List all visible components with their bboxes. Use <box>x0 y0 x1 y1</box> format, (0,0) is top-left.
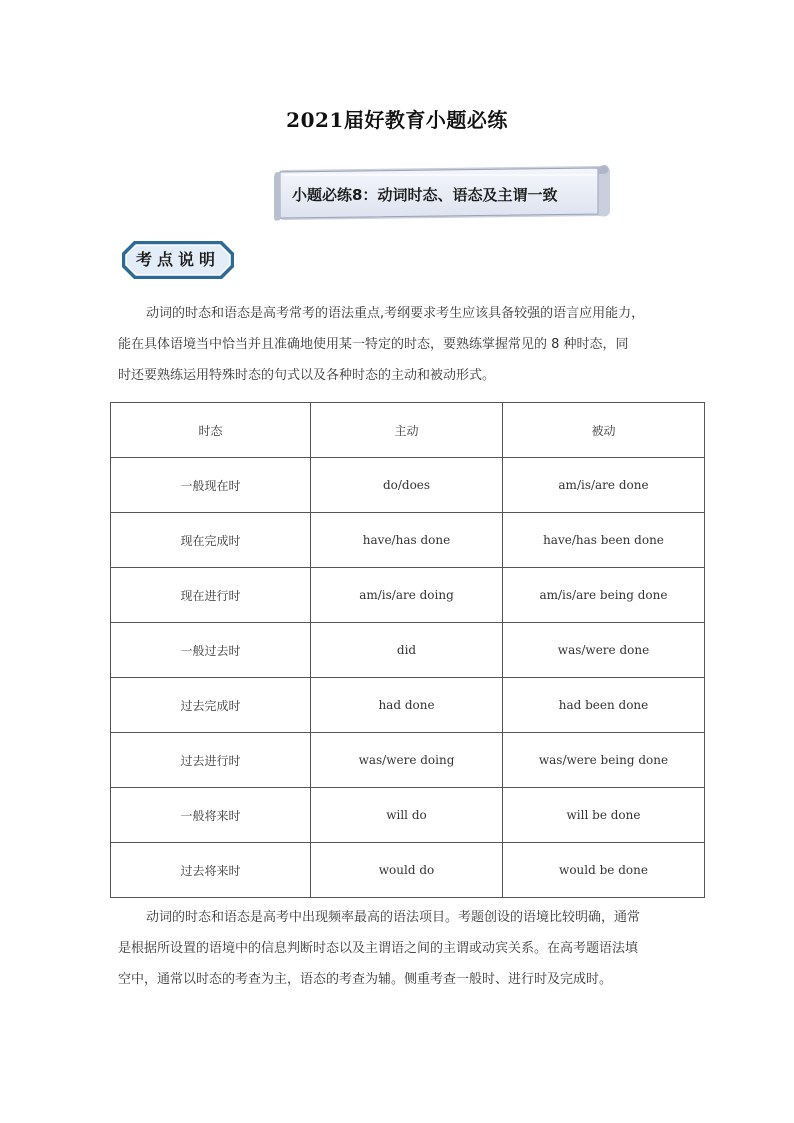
passive-cell: am/is/are being done <box>503 568 705 623</box>
passive-cell: will be done <box>503 788 705 843</box>
tense-cell: 过去完成时 <box>111 678 311 733</box>
intro-line: 能在具体语境当中恰当并且准确地使用某一特定的时态，要熟练掌握常见的 8 种时态，同 <box>118 337 629 352</box>
banner-title: 小题必练8：动词时态、语态及主谓一致 <box>292 186 558 204</box>
passive-cell: was/were done <box>503 623 705 678</box>
table-row <box>111 678 705 733</box>
tense-cell: 现在进行时 <box>111 568 311 623</box>
passive-cell: had been done <box>503 678 705 733</box>
table-header-row <box>111 403 705 458</box>
passive-cell: would be done <box>503 843 705 898</box>
tense-cell: 现在完成时 <box>111 513 311 568</box>
table-row <box>111 513 705 568</box>
active-cell: did <box>311 623 503 678</box>
passive-cell: have/has been done <box>503 513 705 568</box>
active-cell: would do <box>311 843 503 898</box>
passive-cell: am/is/are done <box>503 458 705 513</box>
intro-paragraph <box>118 298 683 391</box>
outro-line: 动词的时态和语态是高考中出现频率最高的语法项目。考题创设的语境比较明确，通常 <box>146 910 641 925</box>
tense-voice-table <box>110 402 705 898</box>
tense-cell: 一般过去时 <box>111 623 311 678</box>
active-cell: had done <box>311 678 503 733</box>
table-row <box>111 788 705 843</box>
section-tag-label: 考点说明 <box>135 250 220 269</box>
table-row <box>111 458 705 513</box>
outro-line: 空中，通常以时态的考查为主，语态的考查为辅。侧重考查一般时、进行时及完成时。 <box>118 972 613 987</box>
document-title: 2021届好教育小题必练 <box>286 108 508 132</box>
passive-cell: was/were being done <box>503 733 705 788</box>
header-active: 主动 <box>311 403 503 458</box>
outro-line: 是根据所设置的语境中的信息判断时态以及主谓语之间的主谓或动宾关系。在高考题语法填 <box>118 941 639 956</box>
table-row <box>111 623 705 678</box>
outro-paragraph <box>118 902 683 995</box>
active-cell: will do <box>311 788 503 843</box>
tense-cell: 过去进行时 <box>111 733 311 788</box>
active-cell: do/does <box>311 458 503 513</box>
tense-cell: 一般将来时 <box>111 788 311 843</box>
active-cell: have/has done <box>311 513 503 568</box>
intro-line: 时还要熟练运用特殊时态的句式以及各种时态的主动和被动形式。 <box>118 368 496 383</box>
active-cell: am/is/are doing <box>311 568 503 623</box>
intro-line: 动词的时态和语态是高考常考的语法重点,考纲要求考生应该具备较强的语言应用能力， <box>146 306 645 321</box>
table-row <box>111 568 705 623</box>
header-passive: 被动 <box>503 403 705 458</box>
tense-cell: 一般现在时 <box>111 458 311 513</box>
tense-cell: 过去将来时 <box>111 843 311 898</box>
table-row <box>111 843 705 898</box>
header-tense: 时态 <box>111 403 311 458</box>
active-cell: was/were doing <box>311 733 503 788</box>
table-row <box>111 733 705 788</box>
